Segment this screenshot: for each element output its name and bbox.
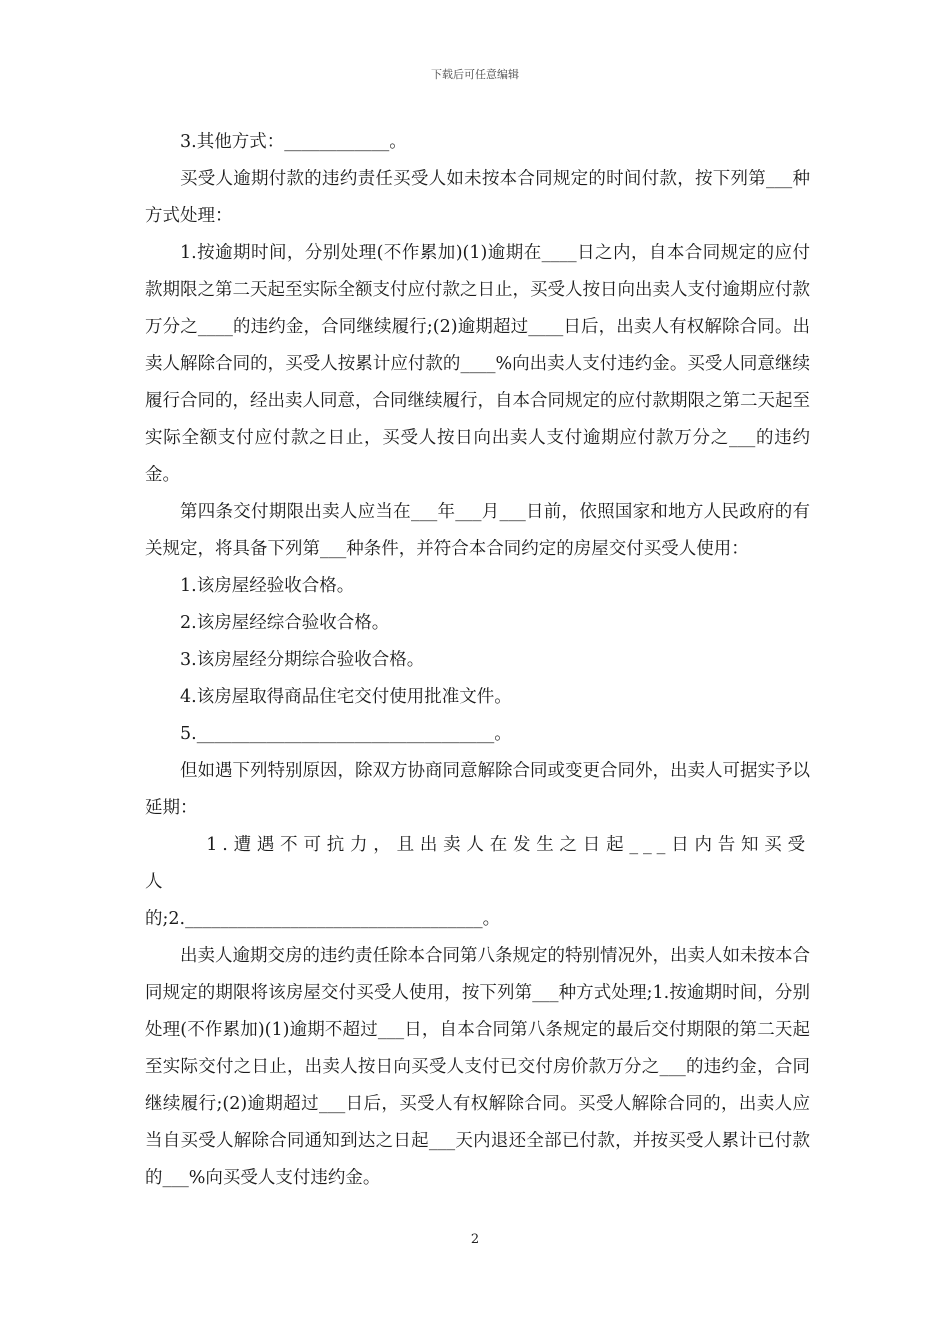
- page-header-note: 下载后可任意编辑: [431, 68, 519, 81]
- list-item-condition-1: 1.该房屋经验收合格。: [180, 576, 355, 596]
- paragraph-buyer-late-payment: 买受人逾期付款的违约责任买受人如未按本合同规定的时间付款，按下列第___种方式处理：: [145, 169, 810, 226]
- paragraph-force-majeure: 1.遭遇不可抗力，且出卖人在发生之日起___日内告知买受人: [145, 835, 810, 892]
- page-number: 2: [470, 1232, 480, 1247]
- paragraph-other-method: 3.其他方式：____________。: [180, 132, 407, 152]
- paragraph-force-majeure-cont: 的;2.__________________________________。: [145, 909, 501, 929]
- document-body: [145, 124, 810, 1197]
- paragraph-late-payment-terms: 1.按逾期时间，分别处理(不作累加)(1)逾期在____日之内，自本合同规定的应付款期限之第二天起至实际全额支付应付款之日止，买受人按日向出卖人支付逾期应付款万分之____的违约金，合同继续履行;(2)逾期超过____日后，出卖人有权解除合同。出卖人解除合同的，买受人按累计应付款的____%向出卖人支付违约金。买受人同意继续履行合同的，经出卖人同意，合同继续履行，自本合同规定的应付款期限之第二天起至实际全额支付应付款之日止，买受人按日向出卖人支付逾期应付款万分之___的违约金。: [145, 243, 810, 485]
- list-item-condition-2: 2.该房屋经综合验收合格。: [180, 613, 390, 633]
- paragraph-special-reasons: 但如遇下列特别原因，除双方协商同意解除合同或变更合同外，出卖人可据实予以延期：: [145, 761, 810, 818]
- paragraph-article-4-delivery: 第四条交付期限出卖人应当在___年___月___日前，依照国家和地方人民政府的有关规定，将具备下列第___种条件，并符合本合同约定的房屋交付买受人使用：: [145, 502, 810, 559]
- list-item-condition-3: 3.该房屋经分期综合验收合格。: [180, 650, 425, 670]
- paragraph-seller-late-delivery: 出卖人逾期交房的违约责任除本合同第八条规定的特别情况外，出卖人如未按本合同规定的期限将该房屋交付买受人使用，按下列第___种方式处理;1.按逾期时间，分别处理(不作累加)(1)逾期不超过___日，自本合同第八条规定的最后交付期限的第二天起至实际交付之日止，出卖人按日向买受人支付已交付房价款万分之___的违约金，合同继续履行;(2)逾期超过___日后，买受人有权解除合同。买受人解除合同的，出卖人应当自买受人解除合同通知到达之日起___天内退还全部已付款，并按买受人累计已付款的___%向买受人支付违约金。: [145, 946, 810, 1188]
- list-item-condition-4: 4.该房屋取得商品住宅交付使用批准文件。: [180, 687, 512, 707]
- list-item-condition-5: 5.__________________________________。: [180, 724, 512, 744]
